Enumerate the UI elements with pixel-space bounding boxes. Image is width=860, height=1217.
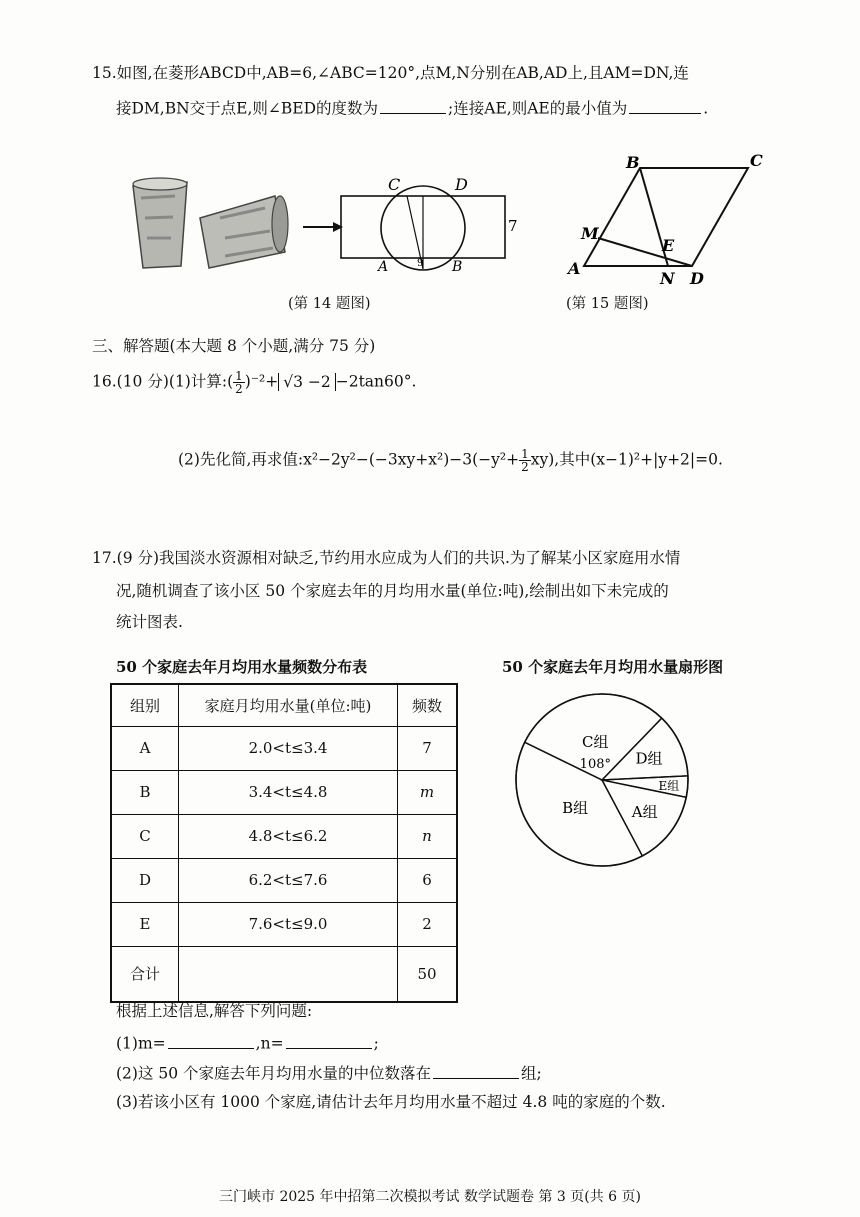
q17-line2: 况,随机调查了该小区 50 个家庭去年的月均用水量(单位:吨),绘制出如下未完成的	[116, 582, 669, 600]
cell-frequency: 2	[398, 902, 458, 946]
fraction-denominator: 2	[521, 460, 529, 474]
cell-range: 3.4<t≤4.8	[179, 770, 398, 814]
cell-range: 6.2<t≤7.6	[179, 858, 398, 902]
q15-line2-end: .	[703, 99, 709, 118]
q15-line2-b: ;连接AE,则AE的最小值为	[448, 99, 628, 118]
fig14-label-height: 7	[508, 217, 518, 235]
fig14-label-small: 9	[417, 258, 424, 269]
header-frequency: 频数	[398, 684, 458, 726]
answer-blank-n	[286, 1032, 372, 1049]
table-row	[111, 858, 457, 902]
q16-part2-prefix: (2)先化简,再求值:x²−2y²−(−3xy+x²)−3(−y²+	[178, 450, 520, 469]
q17-sub1-m-label: (1)m=	[116, 1034, 166, 1053]
q15-line1: 15.如图,在菱形ABCD中,AB=6,∠ABC=120°,点M,N分别在AB,AD上,且AM=DN,连	[92, 64, 689, 82]
answer-blank-m	[168, 1032, 254, 1049]
section-3-heading: 三、解答题(本大题 8 个小题,满分 75 分)	[92, 337, 376, 355]
table-total-row	[111, 946, 457, 1002]
pie-title: 50 个家庭去年月均用水量扇形图	[502, 658, 724, 676]
frequency-table	[110, 683, 458, 1003]
fig15-label-n: N	[660, 269, 675, 288]
q17-instructions: 根据上述信息,解答下列问题:	[116, 1002, 313, 1020]
q17-sub1-end: ;	[373, 1034, 379, 1053]
fig15-caption: (第 15 题图)	[566, 296, 649, 312]
table-title: 50 个家庭去年月均用水量频数分布表	[116, 658, 368, 676]
arrow-right-icon	[303, 222, 343, 232]
pie-chart	[512, 690, 692, 870]
q17-line1: 17.(9 分)我国淡水资源相对缺乏,节约用水应成为人们的共识.为了解某小区家庭用水情	[92, 549, 681, 567]
fraction-one-half	[233, 370, 245, 395]
figure-14	[125, 168, 525, 293]
q16-part2-rest: xy),其中(x−1)²+|y+2|=0.	[530, 450, 723, 469]
q15-line2-a: 接DM,BN交于点E,则∠BED的度数为	[116, 99, 379, 118]
fig14-label-c: C	[388, 175, 401, 194]
fig15-label-m: M	[581, 224, 599, 243]
header-group: 组别	[111, 684, 179, 726]
cup-photo-upright	[133, 178, 187, 268]
q17-sub1	[116, 1032, 379, 1053]
cell-group: D	[111, 858, 179, 902]
q17-sub1-n-label: ,n=	[255, 1034, 284, 1053]
q15-line2	[116, 97, 708, 118]
header-range: 家庭月均用水量(单位:吨)	[179, 684, 398, 726]
q17-sub2-text: (2)这 50 个家庭去年月均用水量的中位数落在	[116, 1064, 432, 1083]
fraction-denominator: 2	[235, 382, 243, 396]
pie-label: C组	[582, 732, 609, 751]
fraction-one-half-2	[519, 448, 531, 473]
pie-label: D组	[635, 749, 663, 768]
cell-range: 4.8<t≤6.2	[179, 814, 398, 858]
segment-dm	[598, 238, 692, 266]
table-header-row	[111, 684, 457, 726]
answer-blank-ae	[629, 97, 701, 114]
table-row	[111, 902, 457, 946]
cell-frequency: 50	[398, 946, 458, 1002]
cell-frequency: m	[398, 770, 458, 814]
fig14-label-b: B	[452, 259, 463, 275]
fig14-label-d: D	[455, 175, 468, 194]
table-row	[111, 770, 457, 814]
pie-angle-label: 108°	[579, 757, 612, 773]
fig15-label-b: B	[626, 153, 640, 172]
cell-range: 2.0<t≤3.4	[179, 726, 398, 770]
fig15-label-d: D	[690, 269, 704, 288]
cup-photo-lying	[200, 196, 288, 268]
q16-part1	[92, 370, 416, 395]
pie-label: B组	[562, 798, 589, 817]
cell-frequency: n	[398, 814, 458, 858]
cell-group: B	[111, 770, 179, 814]
cell-frequency: 6	[398, 858, 458, 902]
fig15-label-a: A	[568, 259, 581, 278]
cell-group: 合计	[111, 946, 179, 1002]
q17-line3: 统计图表.	[116, 613, 183, 631]
q17-sub3: (3)若该小区有 1000 个家庭,请估计去年月均用水量不超过 4.8 吨的家庭的个数.	[116, 1093, 666, 1111]
fig15-label-e: E	[662, 236, 675, 255]
absolute-value-expression: √3 −2	[278, 373, 336, 391]
cell-group: C	[111, 814, 179, 858]
fig14-label-a: A	[378, 259, 389, 275]
page-footer: 三门峡市 2025 年中招第二次模拟考试 数学试题卷 第 3 页(共 6 页)	[219, 1189, 641, 1205]
cell-frequency: 7	[398, 726, 458, 770]
cell-group: E	[111, 902, 179, 946]
q16-part1-rest: −2tan60°.	[335, 372, 417, 391]
figure-15	[560, 148, 775, 288]
answer-blank-angle	[380, 97, 446, 114]
pie-label: E组	[658, 779, 680, 794]
table-row	[111, 814, 457, 858]
answer-blank-median-group	[433, 1062, 519, 1079]
cell-range: 7.6<t≤9.0	[179, 902, 398, 946]
table-row	[111, 726, 457, 770]
q16-part2	[178, 448, 723, 473]
cell-group: A	[111, 726, 179, 770]
q16-part1-prefix: 16.(10 分)(1)计算:(	[92, 372, 234, 391]
fig15-label-c: C	[750, 151, 763, 170]
fraction-numerator: 1	[235, 369, 243, 383]
fraction-numerator: 1	[521, 447, 529, 461]
q17-sub2-end: 组;	[521, 1064, 542, 1083]
fig14-caption: (第 14 题图)	[288, 296, 371, 312]
q17-sub2	[116, 1062, 542, 1083]
pie-label: A组	[631, 802, 658, 821]
q16-part1-exponent: )⁻²+	[244, 372, 279, 391]
cell-range	[179, 946, 398, 1002]
